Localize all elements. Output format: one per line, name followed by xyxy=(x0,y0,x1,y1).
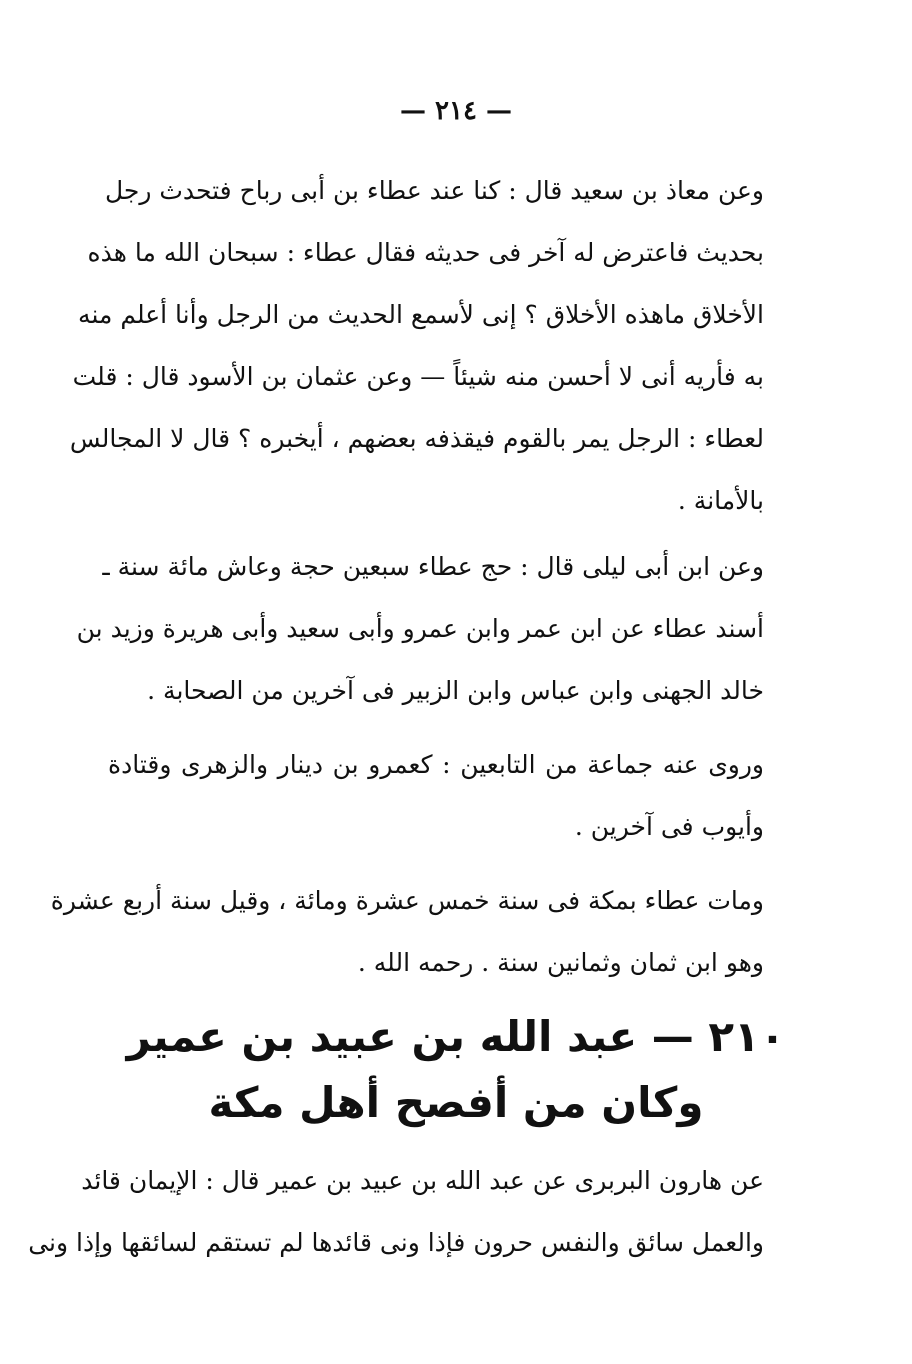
text-line: خالد الجهنى وابن عباس وابن الزبير فى آخرين من الصحابة . xyxy=(147,676,764,705)
section-heading: ٢١٠ — عبد الله بن عبيد بن عمير xyxy=(126,1012,786,1061)
paragraph-2 xyxy=(76,536,764,722)
text-line: الأخلاق ماهذه الأخلاق ؟ إنى لأسمع الحديث من الرجل وأنا أعلم منه xyxy=(78,300,764,329)
text-line: أسند عطاء عن ابن عمر وابن عمرو وأبى سعيد وأبى هريرة وزيد بن xyxy=(76,614,764,643)
text-line: وعن ابن أبى ليلى قال : حج عطاء سبعين حجة وعاش مائة سنة ـ xyxy=(102,552,764,581)
text-line: وروى عنه جماعة من التابعين : كعمرو بن دينار والزهرى وقتادة xyxy=(108,750,764,779)
paragraph-3 xyxy=(108,734,764,858)
text-line: والعمل سائق والنفس حرون فإذا ونى قائدها لم تستقم لسائقها وإذا ونى xyxy=(28,1228,764,1257)
text-line: بحديث فاعترض له آخر فى حديثه فقال عطاء : سبحان الله ما هذه xyxy=(87,238,764,267)
text-line: بالأمانة . xyxy=(677,486,764,515)
page-number: — ٢١٤ — xyxy=(399,96,513,126)
section-subheading: وكان من أفصح أهل مكة xyxy=(208,1078,704,1127)
paragraph-1 xyxy=(69,160,764,532)
text-line: وأيوب فى آخرين . xyxy=(574,812,764,841)
text-line: وهو ابن ثمان وثمانين سنة . رحمه الله . xyxy=(357,948,764,977)
text-line: عن هارون البربرى عن عبد الله بن عبيد بن عمير قال : الإيمان قائد xyxy=(81,1166,764,1195)
text-line: به فأريه أنى لا أحسن منه شيئاً — وعن عثمان بن الأسود قال : قلت xyxy=(72,362,764,391)
paragraph-5 xyxy=(28,1150,764,1274)
text-line: وعن معاذ بن سعيد قال : كنا عند عطاء بن أبى رباح فتحدث رجل xyxy=(104,176,764,205)
text-line: لعطاء : الرجل يمر بالقوم فيقذفه بعضهم ، أيخبره ؟ قال لا المجالس xyxy=(69,424,764,453)
paragraph-4 xyxy=(50,870,764,994)
text-line: ومات عطاء بمكة فى سنة خمس عشرة ومائة ، وقيل سنة أربع عشرة xyxy=(50,886,764,915)
